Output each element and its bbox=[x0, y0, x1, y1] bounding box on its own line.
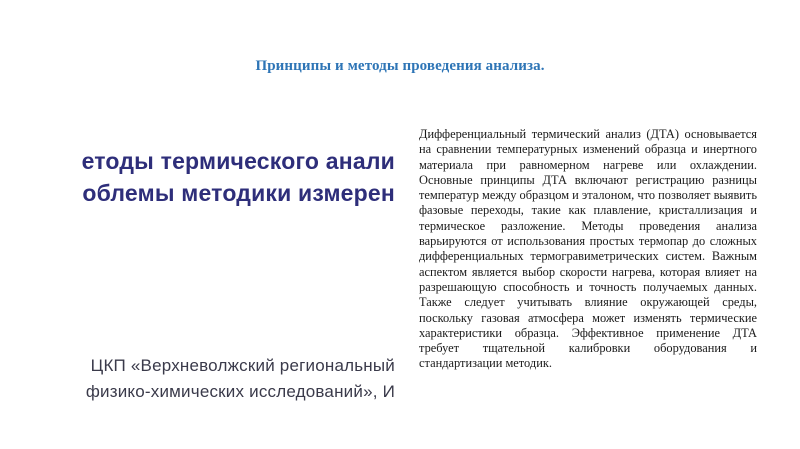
body-paragraph: Дифференциальный термический анализ (ДТА) основывается на сравнении температурных изменений образца и инертного материала при равномерном нагреве или охлаждении. Основные принципы ДТА включают регистрацию разницы температур между образцом и эталоном, что позволяет выявить фазовые переходы, такие как плавление, кристаллизация и термическое разложение. Методы проведения анализа варьируются от использования простых термопар до сложных дифференциальных термогравиметрических систем. Важным аспектом является выбор скорости нагрева, которая влияет на разрешающую способность и точность получаемых данных. Также следует учитывать влияние окружающей среды, поскольку газовая атмосфера может изменять термические характеристики образца. Эффективное применение ДТА требует тщательной калибровки оборудования и стандартизации методик. bbox=[419, 127, 757, 371]
image-heading-line-2: облемы методики измерен bbox=[82, 180, 395, 206]
image-organization-line-1: ЦКП «Верхневолжский региональный bbox=[90, 356, 395, 375]
image-heading-line-1: етоды термического анали bbox=[81, 148, 395, 174]
cropped-title-slide-image bbox=[0, 130, 395, 420]
image-organization-line-2: физико-химических исследований», И bbox=[85, 382, 395, 401]
slide-title: Принципы и методы проведения анализа. bbox=[255, 58, 545, 74]
